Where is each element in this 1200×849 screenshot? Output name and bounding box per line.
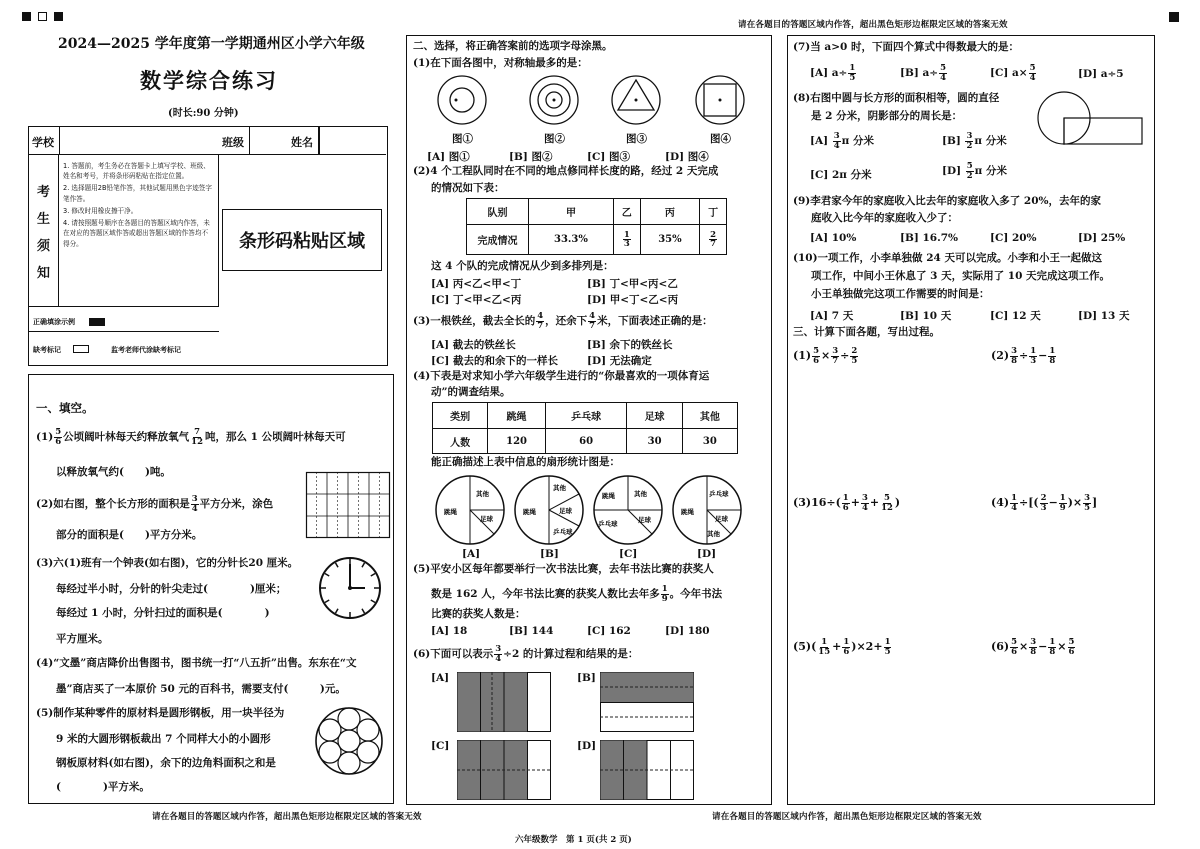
fill-sample: 正确填涂示例 <box>33 317 75 327</box>
fill-q3: (3)六(1)班有一个钟表(如右图)，它的分针长20 厘米。 <box>36 557 299 569</box>
q2-option-d[interactable]: [D] 甲<丁<乙<丙 <box>587 294 679 306</box>
q8-option-b[interactable]: [B] $\frac{3}{2}$ π 分米 <box>942 131 1007 151</box>
pie-b-label-pingpang: 乒乓球 <box>553 528 573 536</box>
q7-option-c[interactable]: [C] a× $\frac{5}{4}$ <box>990 63 1036 83</box>
q2-option-c[interactable]: [C] 丁<甲<乙<丙 <box>431 294 522 306</box>
q5-option-b[interactable]: [B] 144 <box>509 625 554 637</box>
choice-q4-line3: 能正确描述上表中信息的扇形统计图是： <box>431 456 620 468</box>
footer-warning-left: 请在各题目的答题区域内作答，超出黑色矩形边框限定区域的答案无效 <box>152 812 422 822</box>
choice-q1: (1)在下面各图中，对称轴最多的是： <box>413 57 588 69</box>
q10-option-b[interactable]: [B] 10 天 <box>900 310 952 322</box>
q3-option-b[interactable]: [B] 余下的铁丝长 <box>587 339 673 351</box>
exam-year-line: 2024—2025 学年度第一学期通州区小学六年级 <box>58 36 365 52</box>
choice-q2-line2: 的情况如下表： <box>431 182 505 194</box>
q2-option-a[interactable]: [A] 丙<乙<甲<丁 <box>431 278 522 290</box>
q3-option-a[interactable]: [A] 截去的铁丝长 <box>431 339 516 351</box>
pie-d-label-zuqiu: 足球 <box>715 515 728 523</box>
calc-6[interactable]: (6) $\frac{5}{6}$ × $\frac{3}{8}$ − $\frac{1}{8}$ × $\frac{5}{6}$ <box>991 637 1075 657</box>
q4-option-d[interactable]: [D] <box>697 548 717 560</box>
fill-q3-line3[interactable]: 每经过 1 小时，分针扫过的面积是( ) <box>56 607 270 619</box>
absent-bubble[interactable] <box>73 345 89 353</box>
q7-option-d[interactable]: [D] a÷5 <box>1078 68 1124 80</box>
fill-q3-line2[interactable]: 每经过半小时，分针的针尖走过( )厘米； <box>56 583 287 595</box>
q6-figure-b <box>600 672 694 732</box>
choice-q5-line3: 比赛的获奖人数是： <box>431 608 526 620</box>
clock-tick <box>325 574 329 577</box>
q9-option-c[interactable]: [C] 20% <box>990 232 1037 244</box>
pie-chart-c <box>592 472 664 548</box>
symmetry-figures <box>436 74 746 132</box>
pie-a-label-tiaosheng: 跳绳 <box>444 508 457 516</box>
fill-q1: (1) $\frac{5}{6}$ 公顷阔叶林每天约释放氧气 $\frac{7}{12}$ 吨，那么 1 公顷阔叶林每天可 <box>36 427 346 447</box>
rectangle-grid-figure <box>306 472 390 538</box>
pie-chart-a <box>434 472 506 548</box>
choice-q10-line3: 小王单独做完这项工作需要的时间是： <box>811 288 990 300</box>
absent-mark: 缺考标记 监考老师代涂缺考标记 <box>33 346 181 354</box>
q5-option-d[interactable]: [D] 180 <box>665 625 710 637</box>
q5-option-a[interactable]: [A] 18 <box>431 625 468 637</box>
q9-option-b[interactable]: [B] 16.7% <box>900 232 959 244</box>
choice-q8: (8)右图中圆与长方形的面积相等，圆的直径 <box>793 92 1000 104</box>
q6-option-c[interactable]: [C] <box>431 740 450 752</box>
q6-figure-a <box>457 672 551 732</box>
calc-2[interactable]: (2) $\frac{3}{8}$ ÷ $\frac{1}{3}$ − $\frac{1}{8}$ <box>991 346 1056 366</box>
q3-option-c[interactable]: [C] 截去的和余下的一样长 <box>431 355 558 367</box>
fill-q4: (4)“文墨”商店降价出售图书，图书统一打“八五折”出售。东东在“文 <box>36 657 357 669</box>
q9-option-a[interactable]: [A] 10% <box>810 232 857 244</box>
fill-q5-line2: 9 米的大圆形钢板裁出 7 个同样大小的小圆形 <box>56 733 271 745</box>
choice-q10-line2: 项工作，中间小王休息了 3 天，实际用了 10 天完成这项工作。 <box>811 270 1111 282</box>
q3-option-d[interactable]: [D] 无法确定 <box>587 355 652 367</box>
q1-option-b[interactable]: [B] 图② <box>509 151 553 163</box>
position-mark-hollow <box>38 12 47 21</box>
part2-title: 二、选择，将正确答案前的选项字母涂黑。 <box>413 40 613 52</box>
fill-q2-line2[interactable]: 部分的面积是( )平方分米。 <box>56 529 203 541</box>
pie-a-label-qita: 其他 <box>476 490 489 498</box>
pie-d-label-tiaosheng: 跳绳 <box>681 508 694 516</box>
q4-option-a[interactable]: [A] <box>462 548 481 560</box>
choice-q9-line2: 庭收入比今年的家庭收入少了： <box>811 212 958 224</box>
q1-option-d[interactable]: [D] 图④ <box>665 151 709 163</box>
pie-d-label-pingpang: 乒乓球 <box>709 490 729 498</box>
info-row <box>29 127 386 155</box>
divider <box>29 331 219 332</box>
choice-q7: (7)当 a>0 时，下面四个算式中得数最大的是： <box>793 41 1019 53</box>
page-footer: 六年级数学 第 1 页(共 2 页) <box>515 835 632 845</box>
notice-heading: 考 生 须 知 <box>29 155 59 306</box>
pie-c-label-pingpang: 乒乓球 <box>598 520 618 528</box>
header-warning: 请在各题目的答题区域内作答，超出黑色矩形边框限定区域的答案无效 <box>738 20 1008 30</box>
clock-tick <box>325 600 329 603</box>
part3-title: 三、计算下面各题，写出过程。 <box>793 326 940 338</box>
choice-q6: (6)下面可以表示 $\frac{3}{4}$ ÷2 的计算过程和结果的是： <box>413 644 639 664</box>
part1-title: 一、填空。 <box>36 401 94 415</box>
q6-figure-c <box>457 740 551 800</box>
fig-label-4: 图④ <box>710 133 731 145</box>
pie-a-label-zuqiu: 足球 <box>480 515 493 523</box>
choice-q10: (10)一项工作，小李单独做 24 天可以完成。小李和小王一起做这 <box>793 252 1102 264</box>
fig-label-1: 图① <box>452 133 473 145</box>
q6-option-b[interactable]: [B] <box>577 672 596 684</box>
choice-q9: (9)李君家今年的家庭收入比去年的家庭收入多了 20%，去年的家 <box>793 195 1101 207</box>
q4-option-c[interactable]: [C] <box>619 548 638 560</box>
fill-q5-line3: 钢板原材料(如右图)，余下的边角料面积之和是 <box>56 757 276 769</box>
q8-option-a[interactable]: [A] $\frac{3}{4}$ π 分米 <box>810 131 875 151</box>
exam-title: 数学综合练习 <box>140 68 278 93</box>
calc-1[interactable]: (1) $\frac{5}{6}$ × $\frac{3}{7}$ ÷ $\frac{2}{5}$ <box>793 346 858 366</box>
choice-q8-line2: 是 2 分米，阴影部分的周长是： <box>811 110 963 122</box>
footer-warning-right: 请在各题目的答题区域内作答，超出黑色矩形边框限定区域的答案无效 <box>712 812 982 822</box>
pie-d-label-qita: 其他 <box>707 530 720 538</box>
pie-c-label-qita: 其他 <box>634 490 647 498</box>
circle-rectangle-figure <box>1036 90 1144 152</box>
fill-q2: (2)如右图，整个长方形的面积是 $\frac{3}{4}$ 平方分米，涂色 <box>36 494 274 514</box>
calc-5[interactable]: (5)( $\frac{1}{15}$ + $\frac{1}{6}$ )×2+ $\frac{1}{5}$ <box>793 637 891 657</box>
school-label: 学校 <box>32 136 54 149</box>
corner-marks <box>22 10 70 24</box>
class-label: 班级 <box>222 136 244 149</box>
pie-chart-d <box>671 472 743 548</box>
choice-q4-line2: 动”的调查结果。 <box>431 386 511 398</box>
q10-option-a[interactable]: [A] 7 天 <box>810 310 854 322</box>
notice-text: 1. 答题前，考生务必在答题卡上填写学校、班级、姓名和考号，并将条形码粘贴在指定位置。 2. 选择题用2B铅笔作答，其他试题用黑色字迹签字笔作答。 3. 修改时用橡皮擦干净。 4. 请按照题号顺序在各题目的答题区域内作答，未在对应的答题区域作答或超出答题区域的作答均不得分。 <box>63 162 212 248</box>
notice-area <box>29 155 219 307</box>
pie-c-label-zuqiu: 足球 <box>638 516 651 524</box>
name-label: 姓名 <box>291 136 313 149</box>
name-field[interactable] <box>319 127 386 154</box>
q5-option-c[interactable]: [C] 162 <box>587 625 631 637</box>
clock-tick <box>362 563 365 567</box>
q7-option-a[interactable]: [A] a÷ $\frac{1}{5}$ <box>810 63 856 83</box>
q1-option-c[interactable]: [C] 图③ <box>587 151 630 163</box>
pie-b-label-zuqiu: 足球 <box>559 507 572 515</box>
choice-q2-line3: 这 4 个队的完成情况从少到多排列是： <box>431 260 614 272</box>
position-mark-square <box>54 12 63 21</box>
fill-q1-line2[interactable]: 以释放氧气约( )吨。 <box>56 466 171 478</box>
q9-option-d[interactable]: [D] 25% <box>1078 232 1126 244</box>
exam-duration: (时长:90 分钟) <box>168 108 239 119</box>
pie-b-label-tiaosheng: 跳绳 <box>523 508 536 516</box>
position-mark-square <box>1169 12 1179 22</box>
choice-q3: (3)一根铁丝，截去全长的 $\frac{4}{7}$ ，还余下 $\frac{4}{7}$ 米，下面表述正确的是： <box>413 311 713 331</box>
q4-option-b[interactable]: [B] <box>540 548 559 560</box>
fill-q4-line2[interactable]: 墨”商店买了一本原价 50 元的百科书，需要支付( )元。 <box>56 683 346 695</box>
clock-tick <box>371 574 375 577</box>
clock-tick <box>336 609 339 613</box>
progress-table: 队别 甲 乙 丙 丁 完成情况 33.3% $\frac{1}{3}$ 35% $\frac{2}{7}$ <box>466 198 727 255</box>
choice-q5-line2: 数是 162 人，今年书法比赛的获奖人数比去年多 $\frac{1}{9}$ 。今年书法 <box>431 584 723 604</box>
filled-bubble-sample <box>89 318 105 326</box>
q8-option-c[interactable]: [C] 2π 分米 <box>810 169 872 181</box>
fill-q3-line4: 平方厘米。 <box>56 633 109 645</box>
sports-table: 类别 跳绳 乒乓球 足球 其他 人数 120 60 30 30 <box>432 402 738 454</box>
q10-option-c[interactable]: [C] 12 天 <box>990 310 1041 322</box>
fill-q5-line4[interactable]: ( )平方米。 <box>56 781 150 793</box>
q10-option-d[interactable]: [D] 13 天 <box>1078 310 1130 322</box>
cover-box <box>28 126 388 366</box>
fill-q5: (5)制作某种零件的原材料是圆形钢板，用一块半径为 <box>36 707 285 719</box>
pie-chart-b <box>513 472 585 548</box>
q8-option-d[interactable]: [D] $\frac{5}{2}$ π 分米 <box>942 161 1007 181</box>
barcode-area[interactable]: 条形码粘贴区域 <box>222 209 382 271</box>
q1-option-a[interactable]: [A] 图① <box>427 151 470 163</box>
choice-q5: (5)平安小区每年都要举行一次书法比赛，去年书法比赛的获奖人 <box>413 563 714 575</box>
q6-option-a[interactable]: [A] <box>431 672 450 684</box>
seven-circles-figure <box>314 706 384 776</box>
clock-tick <box>362 609 365 613</box>
q7-option-b[interactable]: [B] a÷ $\frac{5}{4}$ <box>900 63 946 83</box>
position-mark-square <box>22 12 31 21</box>
choice-q4: (4)下表是对求知小学六年级学生进行的“你最喜欢的一项体育运 <box>413 370 710 382</box>
school-field[interactable] <box>59 127 219 154</box>
clock-tick <box>371 600 375 603</box>
clock-tick <box>336 563 339 567</box>
calc-4[interactable]: (4) $\frac{1}{4}$ ÷[( $\frac{2}{3}$ − $\frac{1}{9}$ )× $\frac{3}{5}$ ] <box>991 493 1098 513</box>
calc-3[interactable]: (3)16÷( $\frac{1}{6}$ + $\frac{3}{4}$ + $\frac{5}{12}$ ) <box>793 493 901 513</box>
fig-label-3: 图③ <box>626 133 647 145</box>
fig-label-2: 图② <box>544 133 565 145</box>
choice-q2: (2)4 个工程队同时在不同的地点修同样长度的路，经过 2 天完成 <box>413 165 719 177</box>
pie-b-label-qita: 其他 <box>553 484 566 492</box>
q6-figure-d <box>600 740 694 800</box>
clock-figure <box>318 556 382 620</box>
pie-c-label-tiaosheng: 跳绳 <box>602 492 615 500</box>
q2-option-b[interactable]: [B] 丁<甲<丙<乙 <box>587 278 678 290</box>
q6-option-d[interactable]: [D] <box>577 740 597 752</box>
